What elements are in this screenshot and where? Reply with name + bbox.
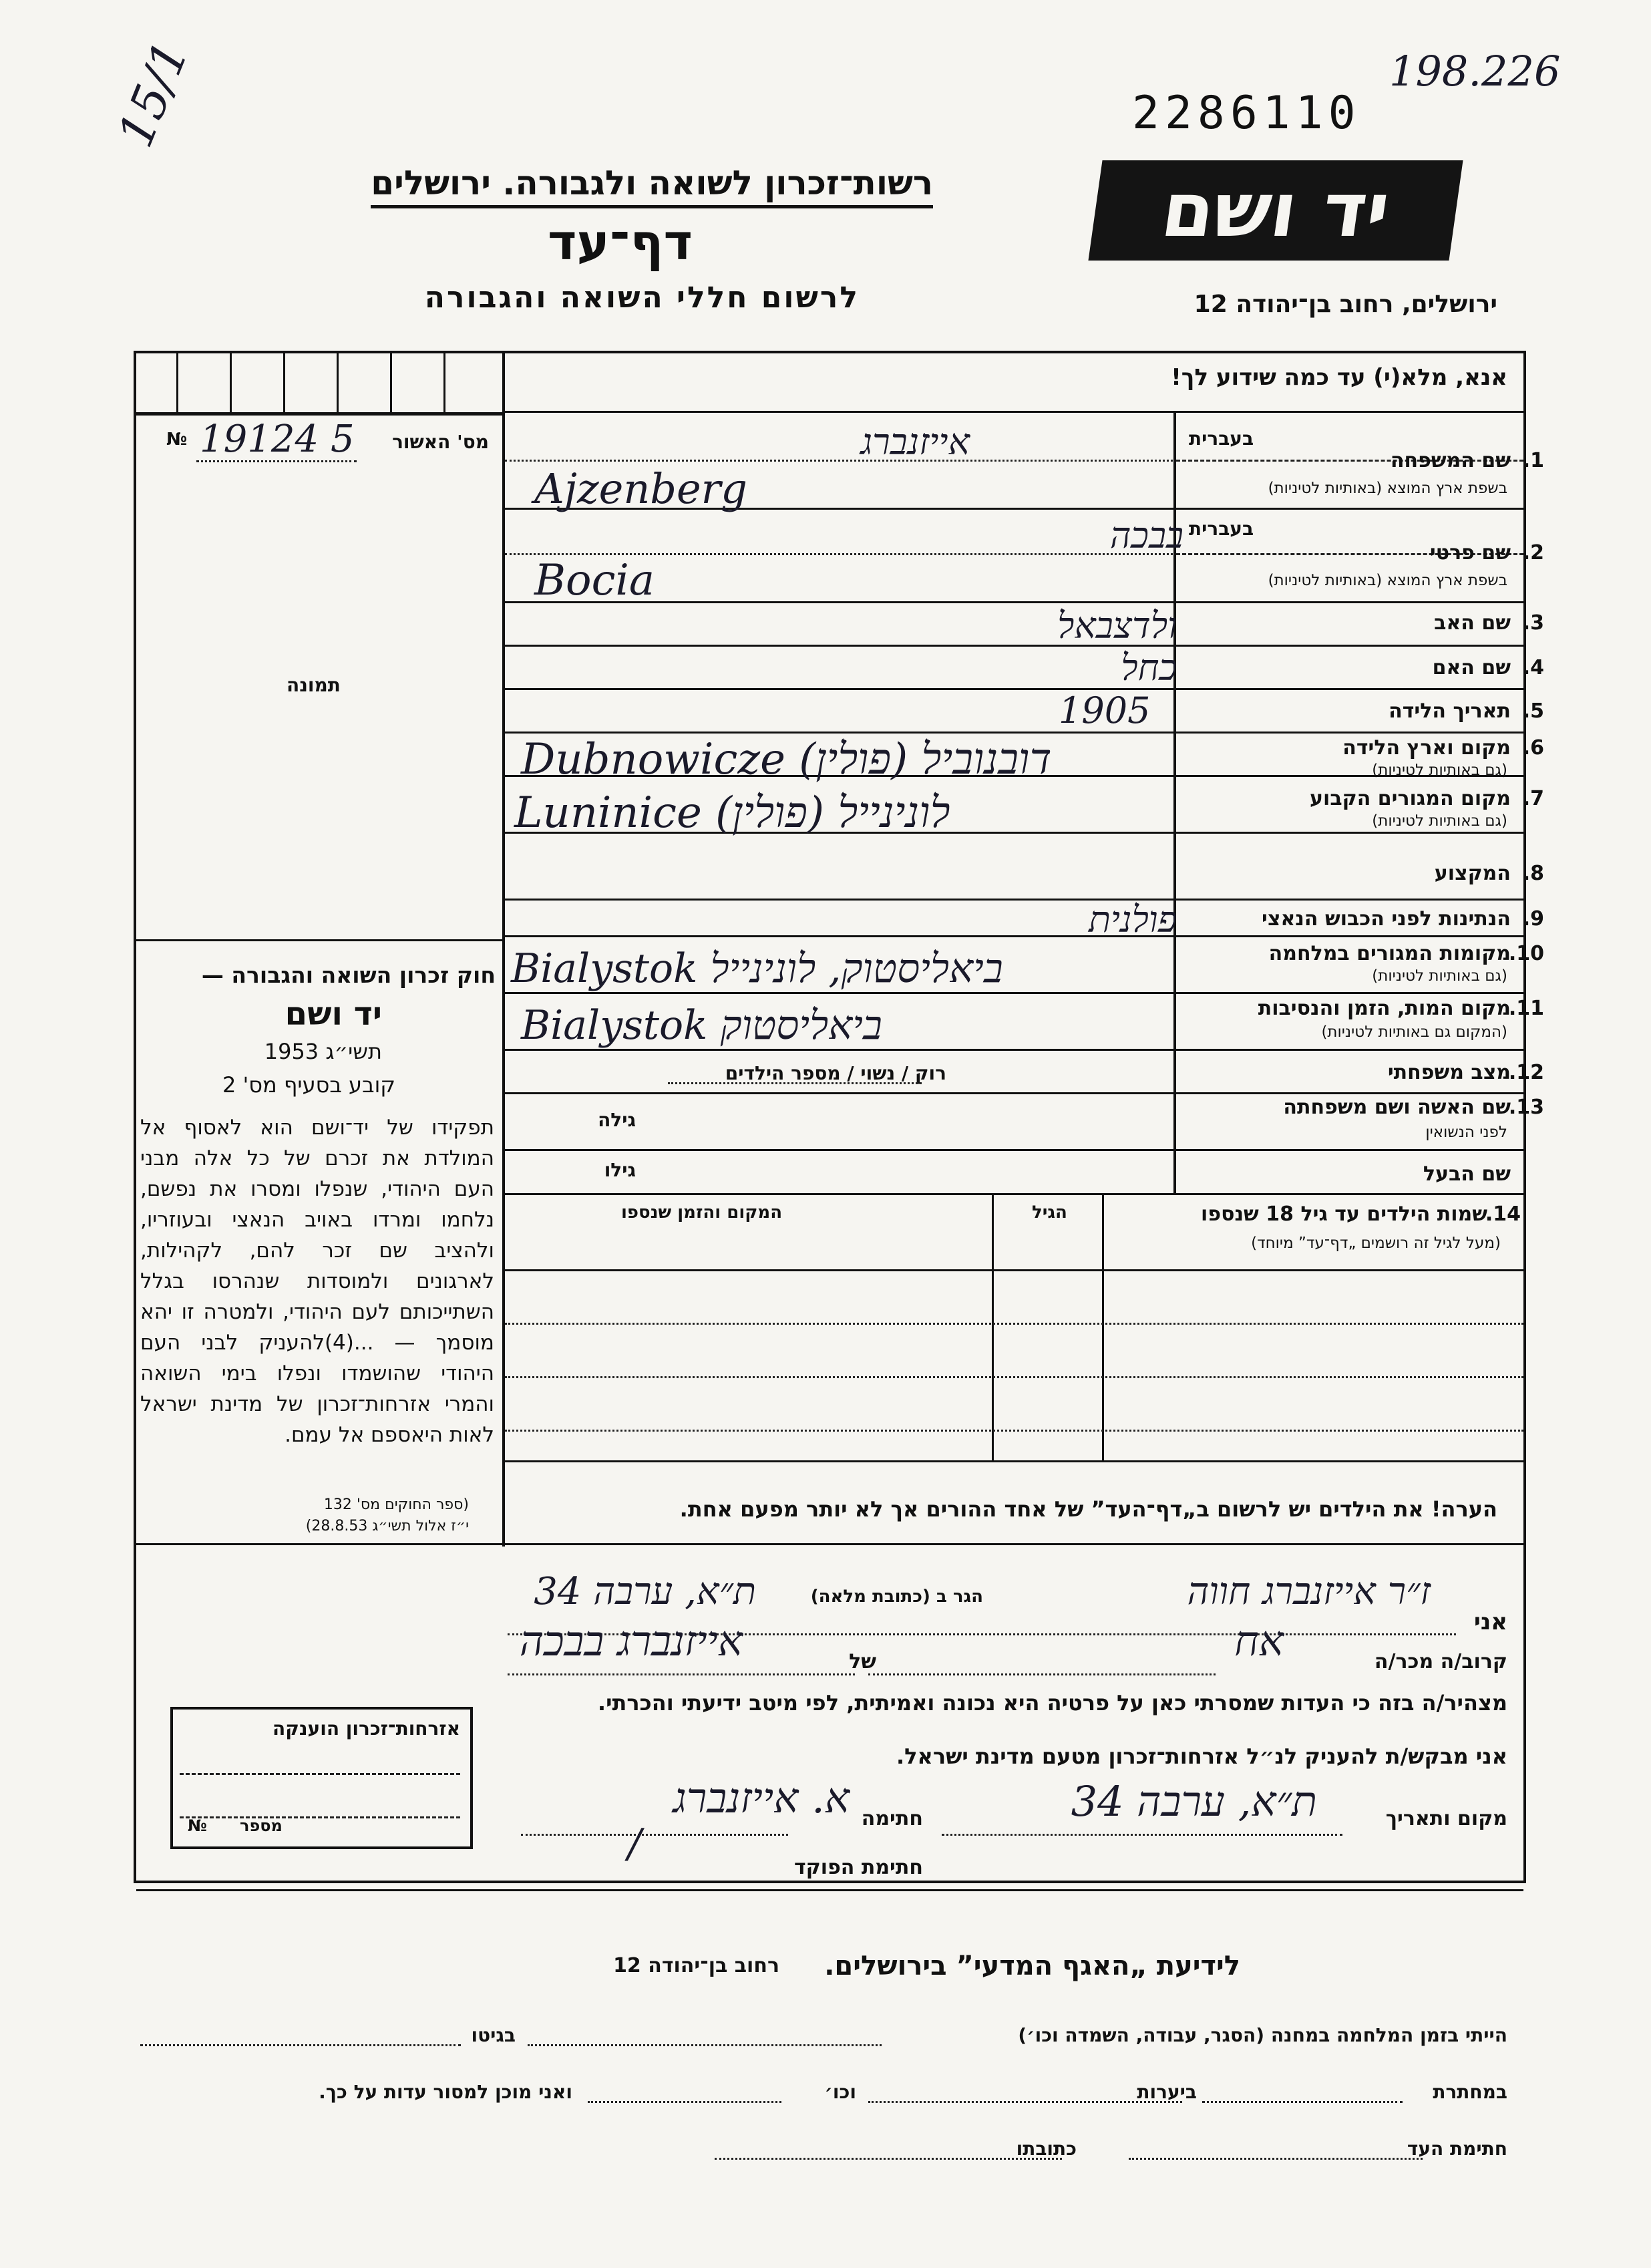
field-6-value: Dubnowicze (פולין) דובנוביל — [521, 735, 1052, 784]
field-1-label: שם המשפחה — [1390, 449, 1511, 472]
field-1-sub: בשפת ארץ המוצא (באותיות לטיניות) — [1268, 480, 1507, 497]
approval-no-sign: № — [166, 430, 188, 450]
declaration-statement: מצהיר/ה בזה כי העדות שמסרתי כאן על פרטיה היא נכונה ואמיתית, לפי מיטב ידיעתי והכרתי. — [597, 1690, 1507, 1716]
field-7-label: מקום המגורים הקבוע — [1310, 787, 1511, 810]
footer-line1-end: בגיטו — [471, 2024, 516, 2046]
footer-title: לידיעת „האגף המדעי” בירושלים. — [824, 1951, 1240, 1981]
field-2-num: 2. — [1522, 541, 1544, 564]
field-6-sub: (גם באותיות לטיניות) — [1372, 762, 1507, 779]
children-age-col: הגיל — [1032, 1202, 1067, 1223]
field-11-label: מקום המות, הזמן והנסיבות — [1258, 997, 1511, 1020]
field-13-value: גילה — [598, 1109, 636, 1131]
children-col-2 — [1102, 1193, 1104, 1460]
footer-address: רחוב בן־יהודה 12 — [613, 1954, 779, 1977]
husband-label: שם הבעל — [1423, 1162, 1511, 1186]
field-10-label: מקומות המגורים במלחמה — [1268, 942, 1511, 965]
field-2-value-hebrew: בבכה — [1109, 514, 1183, 556]
signature-value: א. אייזנברג — [673, 1774, 850, 1822]
field-5-label: תאריך הלידה — [1389, 699, 1511, 723]
field-2-label: שם פרטי — [1429, 541, 1511, 564]
footer-forests: ביערות — [1137, 2081, 1197, 2103]
children-num: 14. — [1485, 1202, 1521, 1226]
law-year: תשי״ג 1953 — [264, 1039, 382, 1064]
citizenship-box — [170, 1707, 473, 1849]
citizenship-no-sign: № — [188, 1816, 207, 1835]
field-2-sub: בשפת ארץ המוצא (באותיות לטיניות) — [1268, 572, 1507, 589]
photo-label: תמונה — [287, 674, 341, 696]
footer-willing-testify: ואני מוכן למסור עדות על כך. — [319, 2081, 572, 2103]
law-clause: קובע בסעיף מס' 2 — [222, 1072, 395, 1098]
hebrew-tag-1: בעברית — [1189, 428, 1254, 450]
prompt-underline — [505, 411, 1523, 413]
instruction-prompt: אנא, מלא(י) עד כמה שידוע לך! — [1171, 364, 1507, 391]
header-address: ירושלים, רחוב בן־יהודה 12 — [1194, 291, 1497, 318]
field-9-label: הנתינות לפני הכבוש הנאצי — [1262, 907, 1511, 931]
field-4-label: שם האם — [1432, 656, 1511, 679]
law-ref-2: י״ז אלול תשי״ג 28.8.53) — [305, 1518, 469, 1534]
children-note: הערה! את הילדים יש לרשום ב„דף־העד” של אחד ההורים אך לא יותר מפעם אחת. — [679, 1496, 1497, 1522]
of-label: של — [849, 1650, 876, 1673]
children-place-col: המקום והזמן שנספו — [621, 1202, 783, 1223]
officer-signature-mark: / — [628, 1820, 642, 1867]
authority-line: רשות־זכרון לשואה ולגבורה. ירושלים — [371, 164, 933, 208]
field-13-label: שם האשה ושם משפחתה — [1283, 1096, 1511, 1119]
law-name: יד ושם — [285, 995, 382, 1033]
field-7-num: 7. — [1522, 787, 1544, 810]
field-7-value: Luninice (פולין) לונינייל — [514, 788, 950, 838]
law-text: תפקידו של יד־ושם הוא לאסוף אל המולדת את זכרם של כל אלה מבני העם היהודי, שנפלו ומסרו את נפשם, נלחמו ומרדו באויב הנאצי ובעוזריו, ולהציב שם זכר להם, לקהילות, לארגונים ולמוסדות שנהרסו בגלל השתייכותם לעם היהודי, ולמטרה זו יהא מוסמך — ...(4)להעניק לבני העם היהודי שהושמדו ונפלו בימי השואה והמרי אזרחות־זכרון של מדינת ישראל לאות היאספם אל עמם. — [140, 1116, 494, 1447]
declaration-address-value: ת״א, ערבה 34 — [534, 1570, 756, 1613]
field-12-value: רוק / נשוי / מספר הילדים — [725, 1062, 946, 1084]
field-10-num: 10. — [1508, 942, 1544, 965]
field-4-value: כחל — [1121, 647, 1177, 689]
form-subtitle: לרשום חללי השואה והגבורה — [424, 281, 860, 315]
declaration-residing: הגר ב (כתובת מלאה) — [810, 1587, 983, 1607]
handwritten-page-mark: 15/1 — [107, 33, 200, 155]
field-12-label: מצב משפחתי — [1387, 1061, 1511, 1084]
field-3-num: 3. — [1522, 611, 1544, 635]
field-4-num: 4. — [1522, 656, 1544, 679]
logo-text: יד ושם — [1156, 167, 1395, 254]
footer-line1: הייתי בזמן המלחמה במחנה (הסגר, עבודה, השמדה וכו׳) — [1018, 2024, 1507, 2046]
relation-value: אח — [1234, 1617, 1284, 1665]
law-ref-1: (ספר החוקים מס' 132 — [323, 1496, 469, 1513]
field-8-num: 8. — [1522, 862, 1544, 885]
approval-box — [136, 414, 502, 941]
footer-underground: במחתרת — [1433, 2081, 1507, 2103]
field-13-sub: לפני הנשואין — [1425, 1124, 1507, 1141]
declaration-ani: אני — [1473, 1609, 1507, 1635]
field-11-num: 11. — [1508, 997, 1544, 1020]
witness-signature-label: חתימת העד — [1407, 2138, 1507, 2160]
children-sub: (מעל לגיל זה רושמים „דף־עד” מיוחד) — [1251, 1235, 1501, 1252]
tick-strip — [136, 353, 502, 414]
field-7-sub: (גם באותיות לטיניות) — [1372, 812, 1507, 830]
field-1-value-latin: Ajzenberg — [534, 464, 747, 513]
field-8-label: המקצוע — [1434, 862, 1511, 885]
law-title: חוק זכרון השואה והגבורה — — [201, 962, 496, 988]
field-12-num: 12. — [1508, 1061, 1544, 1084]
stamped-document-number: 2286110 — [1132, 87, 1361, 140]
declaration-request: אני מבקש/ת להעניק לנ״ל אזרחות־זכרון מטעם מדינת ישראל. — [896, 1744, 1507, 1769]
signature-label: חתימה — [861, 1807, 923, 1830]
field-1-value-hebrew: אייזנברג — [860, 421, 970, 463]
field-10-value: Bialystok ביאליסטוק, לונינייל — [511, 945, 1003, 992]
approval-number-value: 19124 5 — [200, 418, 355, 461]
fields-outer-left — [502, 413, 505, 1194]
place-date-value: ת״א, ערבה 34 — [1071, 1777, 1317, 1826]
footer-etc: וכו׳ — [824, 2081, 856, 2103]
officer-signature-label: חתימת הפוקד — [794, 1856, 923, 1879]
field-13-num: 13. — [1508, 1096, 1544, 1119]
field-2-value-latin: Bocia — [534, 556, 655, 605]
field-9-value: פולנית — [1088, 899, 1177, 941]
field-5-num: 5. — [1522, 699, 1544, 723]
children-col-1 — [992, 1193, 994, 1460]
relative-label: קרוב/ה מכר/ה — [1374, 1650, 1507, 1673]
frame-bottom — [134, 1881, 1526, 1883]
yad-vashem-logo — [1088, 160, 1463, 261]
field-3-value: ולדצבאל — [1057, 605, 1177, 647]
field-3-label: שם האב — [1434, 611, 1511, 635]
of-value: אייזנברג בבכה — [519, 1617, 743, 1665]
field-11-value: Bialystok ביאליסטוק — [521, 1002, 882, 1049]
form-title: דף־עד — [548, 214, 693, 271]
handwritten-reference-number: 198.226 — [1389, 47, 1561, 96]
field-6-label: מקום וארץ הלידה — [1342, 736, 1511, 760]
citizenship-title: אזרחות־זכרון הוענקה — [272, 1718, 460, 1740]
declaration-name-value: ז״ר אייזנברג חווה — [1187, 1570, 1431, 1613]
children-label: שמות הילדים עד גיל 18 שנספו — [1201, 1202, 1487, 1226]
approval-label: מס' האשור — [392, 431, 489, 453]
field-10-sub: (גם באותיות לטיניות) — [1372, 967, 1507, 985]
witness-address-label: כתובתו — [1016, 2138, 1077, 2160]
field-11-sub: (המקום גם באותיות לטיניות) — [1321, 1023, 1507, 1041]
field-9-num: 9. — [1522, 907, 1544, 931]
field-1-num: 1. — [1522, 449, 1544, 472]
hebrew-tag-2: בעברית — [1189, 518, 1254, 540]
husband-value: גילו — [604, 1159, 636, 1181]
field-5-value: 1905 — [1059, 689, 1151, 732]
citizenship-number-label: מספר — [240, 1816, 283, 1835]
field-6-num: 6. — [1522, 736, 1544, 760]
place-date-label: מקום ותאריך — [1385, 1807, 1507, 1830]
